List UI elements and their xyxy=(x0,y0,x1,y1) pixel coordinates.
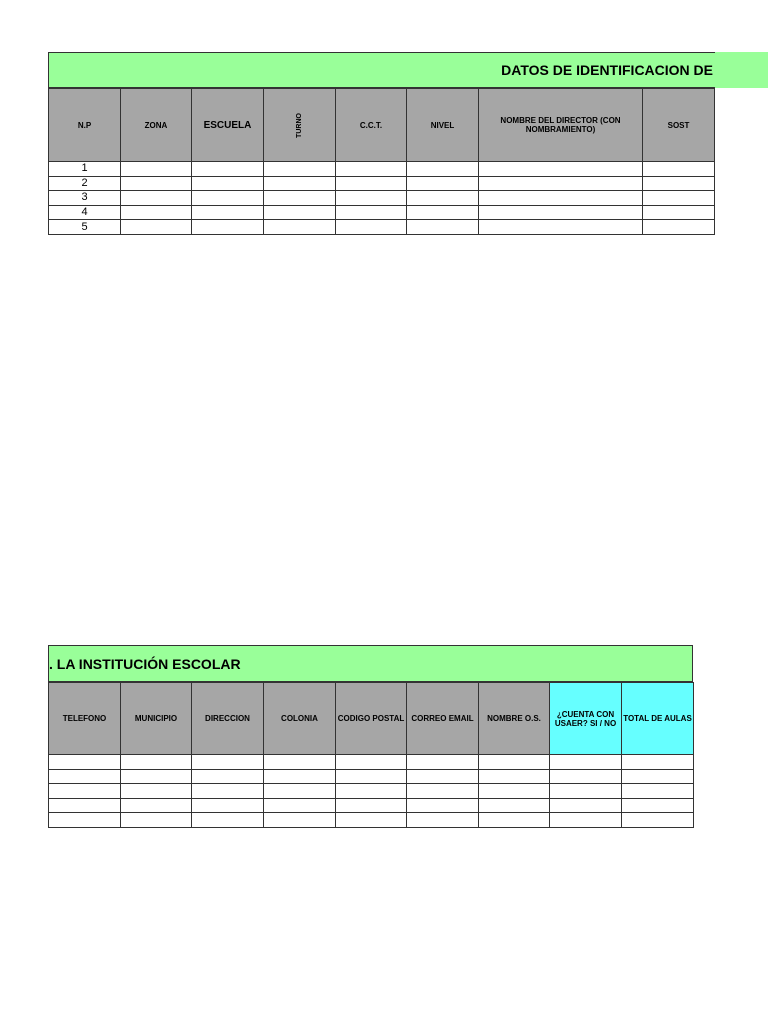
table-row xyxy=(49,784,694,799)
cell[interactable] xyxy=(336,220,407,235)
header-direccion: DIRECCION xyxy=(192,683,264,755)
section-title-text: . LA INSTITUCIÓN ESCOLAR xyxy=(49,655,241,672)
cell[interactable] xyxy=(49,798,121,813)
header-telefono: TELEFONO xyxy=(49,683,121,755)
header-row xyxy=(49,89,715,162)
header-cct: C.C.T. xyxy=(336,89,407,162)
cell[interactable] xyxy=(643,205,715,220)
cell[interactable] xyxy=(264,191,336,206)
cell[interactable] xyxy=(550,813,622,828)
cell[interactable] xyxy=(479,784,550,799)
cell[interactable] xyxy=(407,191,479,206)
cell[interactable] xyxy=(622,784,694,799)
cell[interactable] xyxy=(479,176,643,191)
cell[interactable] xyxy=(336,162,407,177)
cell[interactable] xyxy=(643,176,715,191)
table-row xyxy=(49,813,694,828)
cell[interactable] xyxy=(407,205,479,220)
cell[interactable] xyxy=(407,769,479,784)
cell[interactable] xyxy=(407,162,479,177)
cell[interactable] xyxy=(336,784,407,799)
section-title-text: DATOS DE IDENTIFICACION DE xyxy=(501,62,713,78)
cell[interactable] xyxy=(121,191,192,206)
title-band-extension xyxy=(715,52,768,88)
cell[interactable] xyxy=(49,784,121,799)
row-number: 4 xyxy=(49,205,121,220)
table-row xyxy=(49,176,715,191)
cell[interactable] xyxy=(336,769,407,784)
cell[interactable] xyxy=(336,191,407,206)
cell[interactable] xyxy=(192,191,264,206)
section-title-identificacion xyxy=(48,52,715,88)
header-correo-email: CORREO EMAIL xyxy=(407,683,479,755)
cell[interactable] xyxy=(479,191,643,206)
cell[interactable] xyxy=(121,162,192,177)
cell[interactable] xyxy=(479,220,643,235)
cell[interactable] xyxy=(479,162,643,177)
cell[interactable] xyxy=(121,205,192,220)
cell[interactable] xyxy=(622,813,694,828)
header-turno xyxy=(264,89,336,162)
row-number: 3 xyxy=(49,191,121,206)
header-total-aulas: TOTAL DE AULAS xyxy=(622,683,694,755)
cell[interactable] xyxy=(479,798,550,813)
table-row xyxy=(49,798,694,813)
cell[interactable] xyxy=(622,798,694,813)
cell[interactable] xyxy=(550,769,622,784)
cell[interactable] xyxy=(550,755,622,770)
institution-table xyxy=(48,682,694,828)
table-row xyxy=(49,162,715,177)
cell[interactable] xyxy=(192,162,264,177)
header-turno-label: TURNO xyxy=(295,113,303,138)
cell[interactable] xyxy=(336,798,407,813)
cell[interactable] xyxy=(407,755,479,770)
header-nivel: NIVEL xyxy=(407,89,479,162)
cell[interactable] xyxy=(336,813,407,828)
cell[interactable] xyxy=(121,220,192,235)
cell[interactable] xyxy=(264,755,336,770)
header-escuela: ESCUELA xyxy=(192,89,264,162)
cell[interactable] xyxy=(643,162,715,177)
cell[interactable] xyxy=(121,769,192,784)
cell[interactable] xyxy=(121,798,192,813)
cell[interactable] xyxy=(192,220,264,235)
cell[interactable] xyxy=(407,176,479,191)
cell[interactable] xyxy=(643,220,715,235)
table-row xyxy=(49,755,694,770)
cell[interactable] xyxy=(192,176,264,191)
row-number: 5 xyxy=(49,220,121,235)
cell[interactable] xyxy=(479,755,550,770)
header-zona: ZONA xyxy=(121,89,192,162)
cell[interactable] xyxy=(264,220,336,235)
cell[interactable] xyxy=(407,813,479,828)
cell[interactable] xyxy=(264,205,336,220)
cell[interactable] xyxy=(264,784,336,799)
cell[interactable] xyxy=(407,784,479,799)
section-title-institucion xyxy=(48,645,693,682)
cell[interactable] xyxy=(49,755,121,770)
row-number: 1 xyxy=(49,162,121,177)
cell[interactable] xyxy=(121,784,192,799)
cell[interactable] xyxy=(121,813,192,828)
cell[interactable] xyxy=(192,784,264,799)
cell[interactable] xyxy=(192,813,264,828)
cell[interactable] xyxy=(121,176,192,191)
header-cuenta-usaer: ¿CUENTA CON USAER? SI / NO xyxy=(550,683,622,755)
cell[interactable] xyxy=(192,755,264,770)
table-row xyxy=(49,769,694,784)
cell[interactable] xyxy=(264,798,336,813)
cell[interactable] xyxy=(192,205,264,220)
cell[interactable] xyxy=(192,798,264,813)
identification-table xyxy=(48,88,715,235)
table-row xyxy=(49,191,715,206)
cell[interactable] xyxy=(407,220,479,235)
header-np: N.P xyxy=(49,89,121,162)
cell[interactable] xyxy=(49,769,121,784)
header-nombre-director: NOMBRE DEL DIRECTOR (CON NOMBRAMIENTO) xyxy=(479,89,643,162)
cell[interactable] xyxy=(550,784,622,799)
cell[interactable] xyxy=(622,755,694,770)
cell[interactable] xyxy=(264,813,336,828)
cell[interactable] xyxy=(407,798,479,813)
cell[interactable] xyxy=(643,191,715,206)
cell[interactable] xyxy=(192,769,264,784)
cell[interactable] xyxy=(479,205,643,220)
cell[interactable] xyxy=(336,205,407,220)
cell[interactable] xyxy=(479,813,550,828)
cell[interactable] xyxy=(479,769,550,784)
cell[interactable] xyxy=(49,813,121,828)
header-colonia: COLONIA xyxy=(264,683,336,755)
header-municipio: MUNICIPIO xyxy=(121,683,192,755)
table-row xyxy=(49,220,715,235)
row-number: 2 xyxy=(49,176,121,191)
header-sost: SOST xyxy=(643,89,715,162)
cell[interactable] xyxy=(622,769,694,784)
header-nombre-os: NOMBRE O.S. xyxy=(479,683,550,755)
cell[interactable] xyxy=(121,755,192,770)
cell[interactable] xyxy=(264,176,336,191)
cell[interactable] xyxy=(550,798,622,813)
cell[interactable] xyxy=(336,176,407,191)
header-row xyxy=(49,683,694,755)
cell[interactable] xyxy=(264,769,336,784)
cell[interactable] xyxy=(336,755,407,770)
table-row xyxy=(49,205,715,220)
cell[interactable] xyxy=(264,162,336,177)
header-codigo-postal: CODIGO POSTAL xyxy=(336,683,407,755)
